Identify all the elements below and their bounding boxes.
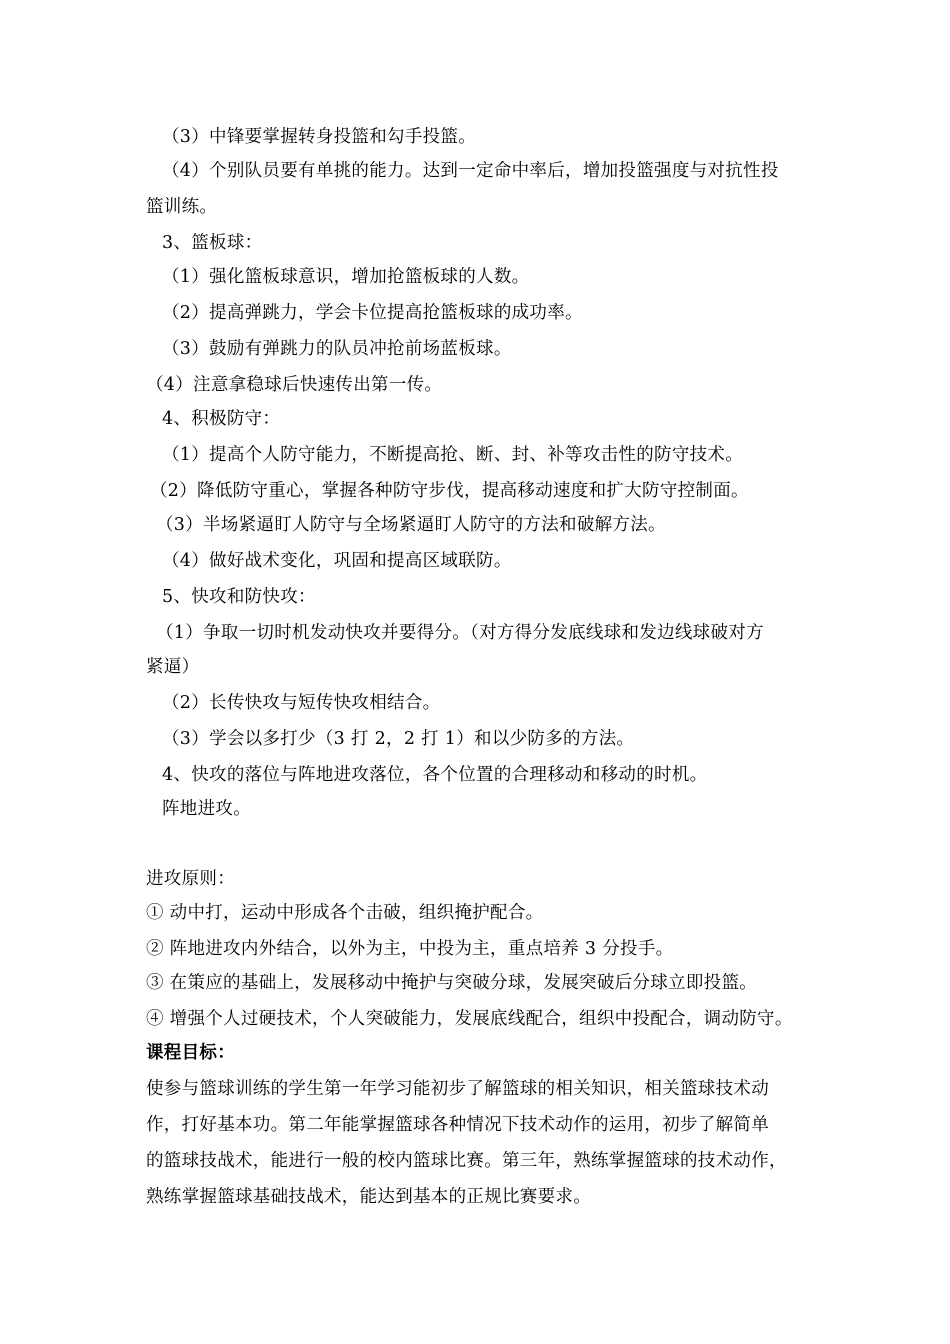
text-line: 熟练掌握篮球基础技战术，能达到基本的正规比赛要求。	[146, 1187, 591, 1207]
text-line: 篮训练。	[146, 197, 218, 217]
text-line: （3）中锋要掌握转身投篮和勾手投篮。	[162, 127, 477, 147]
text-line: 紧逼）	[146, 657, 200, 677]
text-line: （4）做好战术变化，巩固和提高区域联防。	[162, 551, 512, 571]
text-line: （3）鼓励有弹跳力的队员冲抢前场蓝板球。	[162, 339, 512, 359]
text-line: （1）提高个人防守能力，不断提高抢、断、封、补等攻击性的防守技术。	[162, 445, 744, 465]
list-item: ④ 增强个人过硬技术，个人突破能力，发展底线配合，组织中投配合，调动防守。	[146, 1009, 793, 1029]
text-line: （1）强化篮板球意识，增加抢篮板球的人数。	[162, 267, 530, 287]
list-item: ① 动中打，运动中形成各个击破，组织掩护配合。	[146, 903, 544, 923]
text-line: （3）半场紧逼盯人防守与全场紧逼盯人防守的方法和破解方法。	[156, 515, 666, 535]
course-goal-heading: 课程目标：	[146, 1043, 235, 1063]
text-line: （3）学会以多打少（3 打 2，2 打 1）和以少防多的方法。	[162, 729, 635, 749]
text-line: 阵地进攻。	[162, 799, 251, 819]
text-line: （4）个别队员要有单挑的能力。达到一定命中率后，增加投篮强度与对抗性投	[162, 161, 779, 181]
text-line: （2）长传快攻与短传快攻相结合。	[162, 693, 441, 713]
list-item: ② 阵地进攻内外结合，以外为主，中投为主，重点培养 3 分投手。	[146, 939, 674, 959]
text-line: （2）降低防守重心，掌握各种防守步伐，提高移动速度和扩大防守控制面。	[150, 481, 749, 501]
text-line: 使参与篮球训练的学生第一年学习能初步了解篮球的相关知识，相关篮球技术动	[146, 1079, 769, 1099]
section-heading: 3、篮板球：	[162, 233, 263, 253]
text-line: （1）争取一切时机发动快攻并要得分。（对方得分发底线球和发边线球破对方	[156, 623, 764, 643]
section-heading: 4、积极防守：	[162, 409, 281, 429]
section-heading: 进攻原则：	[146, 869, 235, 889]
list-item: ③ 在策应的基础上，发展移动中掩护与突破分球，发展突破后分球立即投篮。	[146, 973, 758, 993]
text-line: （2）提高弹跳力，学会卡位提高抢篮板球的成功率。	[162, 303, 583, 323]
text-line: 作，打好基本功。第二年能掌握篮球各种情况下技术动作的运用，初步了解简单	[146, 1115, 769, 1135]
text-line: 4、快攻的落位与阵地进攻落位，各个位置的合理移动和移动的时机。	[162, 765, 708, 785]
section-heading: 5、快攻和防快攻：	[162, 587, 316, 607]
text-line: （4）注意拿稳球后快速传出第一传。	[146, 375, 443, 395]
text-line: 的篮球技战术，能进行一般的校内篮球比赛。第三年，熟练掌握篮球的技术动作，	[146, 1151, 787, 1171]
